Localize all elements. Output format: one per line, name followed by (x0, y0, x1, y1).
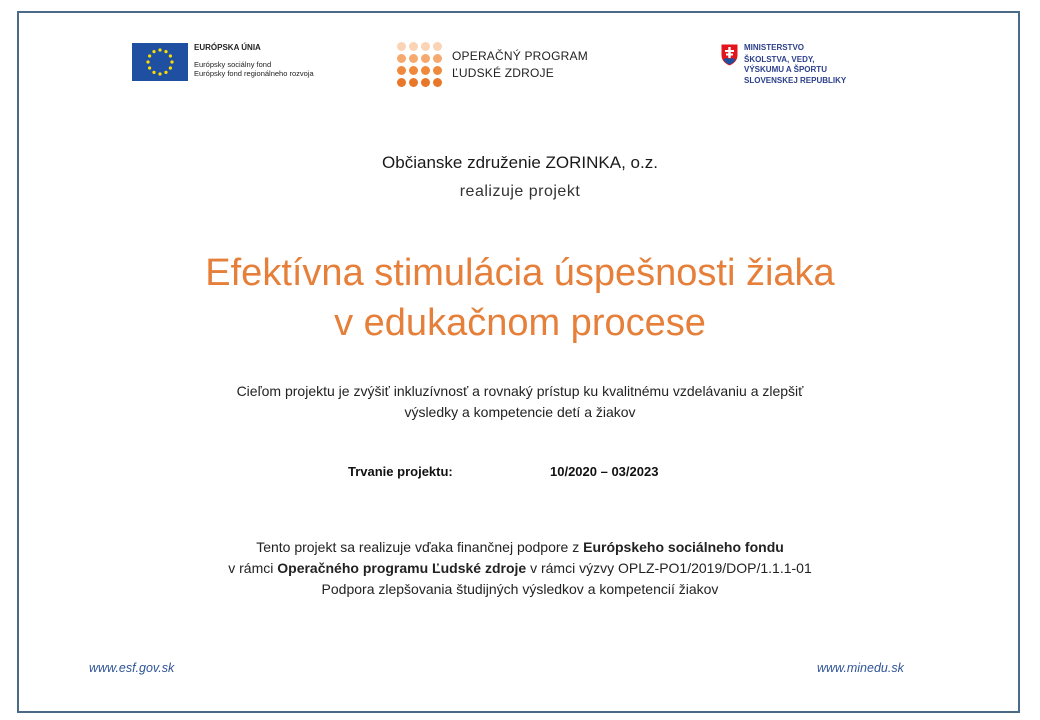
op-line-2: ĽUDSKÉ ZDROJE (452, 65, 554, 80)
op-dot (397, 78, 406, 87)
op-dot (397, 66, 406, 75)
ministry-logo-text (744, 43, 846, 86)
eu-flag-icon (132, 43, 188, 81)
duration-value: 10/2020 – 03/2023 (550, 464, 659, 479)
page-frame (17, 11, 1020, 713)
project-goal (0, 381, 1040, 423)
project-title (0, 248, 1040, 348)
slovak-crest-icon (721, 44, 738, 66)
op-dot (409, 66, 418, 75)
eu-title: EURÓPSKA ÚNIA (194, 43, 261, 52)
eu-star-icon (169, 66, 172, 69)
op-line-1: OPERAČNÝ PROGRAM (452, 48, 588, 63)
eu-logo (132, 43, 314, 81)
funding-line-2-bold: Operačného programu Ľudské zdroje (277, 560, 527, 576)
op-dot (433, 54, 442, 63)
eu-star-icon (146, 60, 149, 63)
project-goal-line-2: výsledky a kompetencie detí a žiakov (404, 404, 636, 420)
op-dot (397, 42, 406, 51)
funding-line-2 (0, 558, 1040, 579)
funding-line-3: Podpora zlepšovania študijných výsledkov a kompetencií žiakov (321, 581, 719, 597)
op-dot (421, 42, 430, 51)
eu-line-erdf: Európsky fond regionálneho rozvoja (194, 69, 314, 78)
funding-line-1-bold: Európskeho sociálneho fondu (583, 539, 784, 555)
op-dot (397, 54, 406, 63)
eu-star-icon (148, 54, 151, 57)
eu-star-icon (158, 72, 161, 75)
op-dot (409, 78, 418, 87)
op-dot (433, 42, 442, 51)
ministry-line-3: VÝSKUMU A ŠPORTU (744, 65, 827, 74)
eu-star-icon (169, 54, 172, 57)
op-dots-icon (397, 42, 442, 87)
minedu-website-link[interactable]: www.minedu.sk (817, 661, 904, 675)
project-title-line-1: Efektívna stimulácia úspešnosti žiaka (205, 252, 835, 294)
ministry-line-2: ŠKOLSTVA, VEDY, (744, 54, 815, 64)
eu-star-icon (148, 66, 151, 69)
eu-star-icon (158, 48, 161, 51)
eu-star-icon (152, 71, 155, 74)
ministry-line-1: MINISTERSTVO (744, 43, 805, 52)
op-logo-text (452, 48, 588, 82)
esf-website-link[interactable]: www.esf.gov.sk (89, 661, 175, 675)
op-logo (397, 42, 588, 87)
ministry-line-4: SLOVENSKEJ REPUBLIKY (744, 75, 847, 85)
organization-name: Občianske združenie ZORINKA, o.z. (382, 153, 658, 172)
op-dot (421, 78, 430, 87)
op-dot (421, 54, 430, 63)
op-dot (433, 78, 442, 87)
funding-line-2-text-c: v rámci výzvy OPLZ-PO1/2019/DOP/1.1.1-01 (526, 560, 812, 576)
eu-star-icon (164, 71, 167, 74)
project-title-line-2: v edukačnom procese (334, 302, 706, 344)
eu-star-icon (170, 60, 173, 63)
realizes-text: realizuje projekt (459, 183, 581, 200)
eu-star-icon (152, 50, 155, 53)
op-dot (421, 66, 430, 75)
eu-star-icon (164, 50, 167, 53)
eu-logo-text (194, 43, 314, 79)
project-goal-line-1: Cieľom projektu je zvýšiť inkluzívnosť a rovnaký prístup ku kvalitnému vzdelávaniu a zlepšiť (236, 383, 804, 399)
funding-line-2-text-a: v rámci (228, 560, 278, 576)
funding-line-1-text: Tento projekt sa realizuje vďaka finančnej podpore z (256, 539, 584, 555)
op-dot (409, 54, 418, 63)
ministry-logo (721, 43, 846, 86)
eu-line-esf: Európsky sociálny fond (194, 59, 272, 69)
op-dot (433, 66, 442, 75)
op-dot (409, 42, 418, 51)
funding-statement (0, 537, 1040, 600)
duration-label: Trvanie projektu: (348, 464, 453, 479)
funding-line-1 (0, 537, 1040, 558)
